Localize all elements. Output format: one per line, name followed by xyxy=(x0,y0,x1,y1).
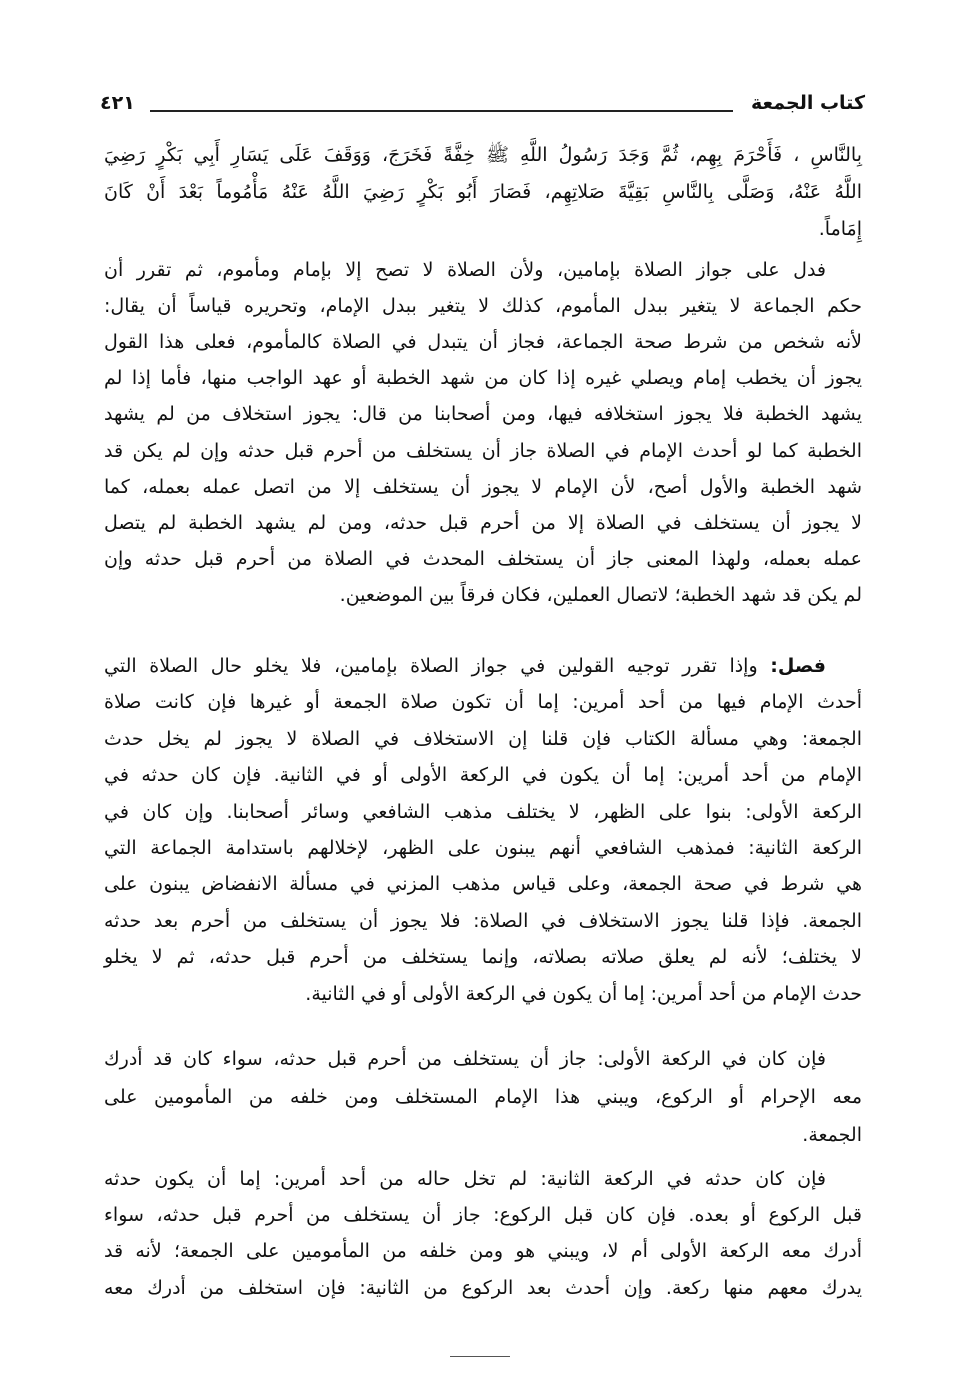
text-line xyxy=(104,869,862,899)
line-text: يجوز أن يخطب إمام ويصلي غيره إذا كان من شهد الخطبة أو عهد الواجب منها، فأما إذا لم xyxy=(104,367,862,390)
text-line xyxy=(104,833,862,863)
line-text: أدرك معه الركعة الأولى أم لا، ويبني هو ومن خلفه من المأمومين على الجمعة؛ لأنه قد xyxy=(104,1240,862,1263)
line-text: عمله بعمله، ولهذا المعنى جاز أن يستخلف المحدث في الصلاة من أحرم قبل حدثه وإن xyxy=(104,547,862,570)
line-text: يدرك معهم منها ركعة. وإن أحدث بعد الركوع من الثانية: فإن استخلف من أدرك معه xyxy=(104,1276,862,1299)
line-text: فإن كان حدثه في الركعة الثانية: لم تخل حاله من أحد أمرين: إما أن يكون حدثه xyxy=(104,1168,826,1190)
text-line xyxy=(104,906,862,936)
line-text: بِالنَّاسِ ، فَأَحْرَمَ بِهِم، ثُمَّ وَجَدَ رَسُولُ اللَّهِ ﷺ خِفَّةً فَخَرَجَ، وَوَقَفَ عَلَى يَسَارِ أَبِي بَكْرٍ رَضِيَ xyxy=(104,144,862,166)
text-line xyxy=(104,399,862,429)
line-text: الجمعة: وهي مسألة الكتاب فإن قلنا إن الاستخلاف في الصلاة لا يجوز لم يخل حدث xyxy=(104,727,862,750)
text-line xyxy=(104,177,862,207)
text-line xyxy=(104,942,862,972)
line-text: اللَّهُ عَنْهُ، وَصَلَّى بِالنَّاسِ بَقِيَّةَ صَلاتِهِم، فَصَارَ أَبُو بَكْرٍ رَضِيَ اللَّهُ عَنْهُ مَأْمُوماً بَعْدَ أَنْ كَانَ xyxy=(104,181,862,203)
text-line xyxy=(104,979,862,1009)
line-text: الركعة الأولى: بنوا على الظهر، لا يختلف مذهب الشافعي وسائر أصحابنا. وإن كان في xyxy=(104,800,862,823)
text-line xyxy=(104,436,862,466)
line-text: الخطبة كما لو أحدث الإمام في الصلاة جاز أن يستخلف من أحرم قبل حدثه وإن لم يكن قد xyxy=(104,439,862,462)
line-text: لأنه شخص من شرط صحة الجماعة، فجاز أن يتبدل في الصلاة كالمأموم، فعلى هذا القول xyxy=(104,331,862,354)
footer-rule xyxy=(450,1356,510,1357)
line-text: لا يختلف؛ لأنه لم يعلق صلاته بصلاته، وإنما يستخلف من أحرم قبل حدثه، ثم لا يخلو xyxy=(104,946,862,969)
line-text: وإذا تقرر توجيه القولين في جواز الصلاة بإمامين، فلا يخلو حال الصلاة التي xyxy=(104,655,771,677)
line-text: لم يكن قد شهد الخطبة؛ لاتصال العملين، فكان فرقاً بين الموضعين. xyxy=(339,583,862,606)
text-line xyxy=(104,1164,862,1194)
text-line xyxy=(104,651,862,681)
line-text: فإن كان في الركعة الأولى: جاز أن يستخلف من أحرم قبل حدثه، سواء كان قد أدرك xyxy=(104,1048,826,1070)
text-line xyxy=(104,724,862,754)
text-line xyxy=(104,508,862,538)
text-line xyxy=(104,544,862,574)
text-line xyxy=(104,140,862,170)
line-text: الجمعة. xyxy=(802,1124,862,1146)
text-line xyxy=(104,214,862,244)
line-text: يشهد الخطبة فلا يجوز استخلافه فيها، ومن أصحابنا من قال: يجوز استخلاف من لم يشهد xyxy=(104,403,862,426)
page-number: ٤٢١ xyxy=(100,92,135,114)
line-text: لا يجوز أن يستخلف في الصلاة إلا من أحرم قبل حدثه، ومن لم يشهد الخطبة لم يتصل xyxy=(104,511,862,534)
line-text: حكم الجماعة لا يتغير ببدل المأموم، كذلك لا يتغير ببدل الإمام، وتحريره قياساً أن يقال: xyxy=(104,295,862,318)
line-text: شهد الخطبة والأول أصح، لأن الإمام لا يجوز أن يستخلف إلا من اتصل عمله بعمله، كما xyxy=(104,475,862,498)
text-line xyxy=(104,363,862,393)
text-line xyxy=(104,1236,862,1266)
header-rule xyxy=(150,110,733,112)
text-line xyxy=(104,1044,862,1074)
text-line xyxy=(104,255,862,285)
line-text: أحدث الإمام فيها من أحد أمرين: إما أن تكون صلاة الجمعة أو غيرها فإن كانت صلاة xyxy=(104,691,862,714)
text-line xyxy=(104,760,862,790)
line-text: هي شرط في صحة الجمعة، وعلى قياس مذهب المزني في مسألة الانفضاض يبنون على xyxy=(104,873,862,896)
text-line xyxy=(104,687,862,717)
line-text: الإمام من أحد أمرين: إما أن يكون في الركعة الأولى أو في الثانية. فإن كان حدثه في xyxy=(104,764,862,787)
line-text: معه الإحرام أو الركوع، ويبني هذا الإمام المستخلف ومن خلفه من المأمومين على xyxy=(104,1086,862,1108)
text-line xyxy=(104,1082,862,1112)
text-line xyxy=(104,580,862,610)
line-text: حدث الإمام من أحد أمرين: إما أن يكون في الركعة الأولى أو في الثانية. xyxy=(305,982,862,1005)
text-line xyxy=(104,1200,862,1230)
line-text: إِمَاماً. xyxy=(818,218,862,240)
running-header xyxy=(100,92,865,122)
text-line xyxy=(104,472,862,502)
line-text: قبل الركوع أو بعده. فإن كان قبل الركوع: جاز أن يستخلف من أحرم قبل حدثه، سواء xyxy=(104,1204,862,1227)
line-text: فدل على جواز الصلاة بإمامين، ولأن الصلاة لا تصح إلا بإمام ومأموم، ثم تقرر أن xyxy=(104,259,826,281)
text-line xyxy=(104,1120,862,1150)
text-line xyxy=(104,327,862,357)
line-text: الركعة الثانية: فمذهب الشافعي أنهم يبنون على الظهر، لإخلالهم باستدامة الجماعة التي xyxy=(104,837,862,859)
text-line xyxy=(104,291,862,321)
text-line xyxy=(104,797,862,827)
chapter-title: كتاب الجمعة xyxy=(751,92,865,114)
text-line xyxy=(104,1273,862,1303)
line-text: الجمعة. فإذا قلنا يجوز الاستخلاف في الصلاة: فلا يجوز أن يستخلف من أحرم بعد حدثه xyxy=(104,909,862,932)
section-lead: فصل: xyxy=(770,655,826,677)
